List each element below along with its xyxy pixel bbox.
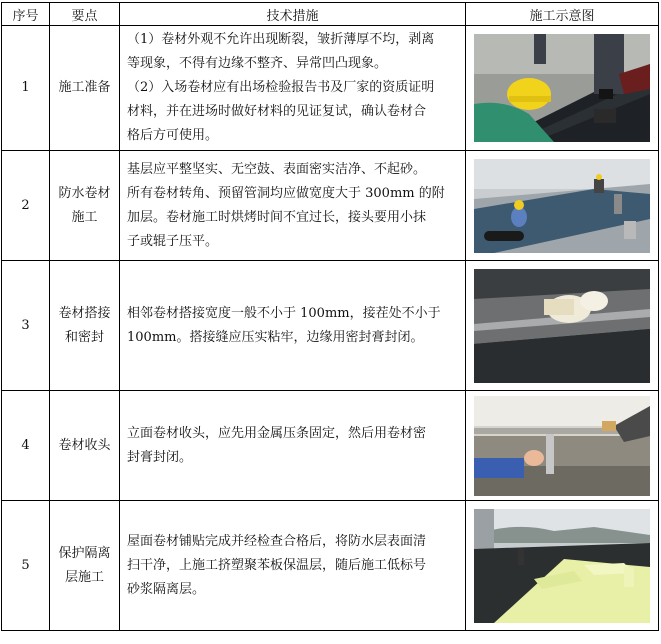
row-number: 3 — [2, 261, 50, 391]
row-number: 5 — [2, 501, 50, 631]
table-row — [2, 501, 659, 631]
tech-line: （2）入场卷材应有出场检验报告书及厂家的资质证明 — [127, 80, 435, 95]
key-line: 施工准备 — [58, 80, 111, 95]
seam-sealing-photo — [474, 269, 650, 383]
header-number: 序号 — [2, 3, 50, 26]
table-row — [2, 151, 659, 261]
tech-line: 100mm。搭接缝应压实粘牢，边缘用密封膏封闭。 — [127, 329, 424, 345]
tech-line: 所有卷材转角、预留管洞均应做宽度大于 300mm 的附 — [127, 185, 445, 201]
tech-line: 屋面卷材铺贴完成并经检查合格后，将防水层表面清 — [127, 533, 427, 549]
row-illustration-cell — [466, 26, 659, 151]
table-row — [2, 391, 659, 501]
row-technical-measures — [120, 261, 466, 391]
tech-line: 立面卷材收头，应先用金属压条固定，然后用卷材密 — [127, 425, 427, 441]
tech-line: 等现象，不得有边缘不整齐、异常凹凸现象。 — [127, 56, 388, 71]
header-row — [2, 3, 659, 26]
row-key-point — [50, 26, 120, 151]
row-key-point — [50, 501, 120, 631]
key-line: 和密封 — [64, 329, 104, 345]
row-number: 2 — [2, 151, 50, 261]
table-row — [2, 261, 659, 391]
key-line: 保护隔离 — [58, 545, 111, 561]
tech-line: 子或辊子压平。 — [127, 233, 219, 249]
row-technical-measures — [120, 151, 466, 261]
tech-line: 扫干净，上施工挤塑聚苯板保温层，随后施工低标号 — [127, 557, 427, 573]
worker-inspecting-roll-photo — [474, 34, 650, 142]
tech-line: （1）卷材外观不允许出现断裂，皱折薄厚不均，剥离 — [127, 32, 435, 47]
row-number: 1 — [2, 26, 50, 151]
metal-strip-fixing-photo — [474, 396, 650, 496]
tech-line: 相邻卷材搭接宽度一般不小于 100mm，接茬处不小于 — [127, 305, 441, 321]
row-illustration-cell — [466, 391, 659, 501]
key-line: 防水卷材 — [58, 185, 111, 201]
tech-line: 格后方可使用。 — [127, 128, 219, 143]
row-technical-measures — [120, 26, 466, 151]
row-illustration-cell — [466, 501, 659, 631]
row-technical-measures — [120, 391, 466, 501]
table-row — [2, 26, 659, 151]
key-line: 卷材收头 — [58, 437, 111, 453]
construction-table — [1, 2, 659, 631]
row-number: 4 — [2, 391, 50, 501]
tech-line: 砂浆隔离层。 — [127, 581, 206, 597]
row-technical-measures — [120, 501, 466, 631]
key-line: 施工 — [71, 209, 98, 225]
key-line: 卷材搭接 — [58, 305, 111, 321]
key-line: 层施工 — [64, 569, 104, 585]
roof-laying-membrane-photo — [474, 159, 650, 253]
row-illustration-cell — [466, 261, 659, 391]
header-illustration: 施工示意图 — [466, 3, 659, 26]
header-key-point: 要点 — [50, 3, 120, 26]
row-key-point — [50, 151, 120, 261]
row-illustration-cell — [466, 151, 659, 261]
header-technical-measures: 技术措施 — [120, 3, 466, 26]
insulation-board-laying-photo — [474, 509, 650, 623]
row-key-point — [50, 261, 120, 391]
tech-line: 材料，并在进场时做好材料的见证复试，确认卷材合 — [127, 104, 427, 119]
row-key-point — [50, 391, 120, 501]
tech-line: 封膏封闭。 — [127, 449, 193, 465]
tech-line: 基层应平整坚实、无空鼓、表面密实洁净、不起砂。 — [127, 161, 427, 177]
tech-line: 加层。卷材施工时烘烤时间不宜过长，接头要用小抹 — [127, 209, 427, 225]
